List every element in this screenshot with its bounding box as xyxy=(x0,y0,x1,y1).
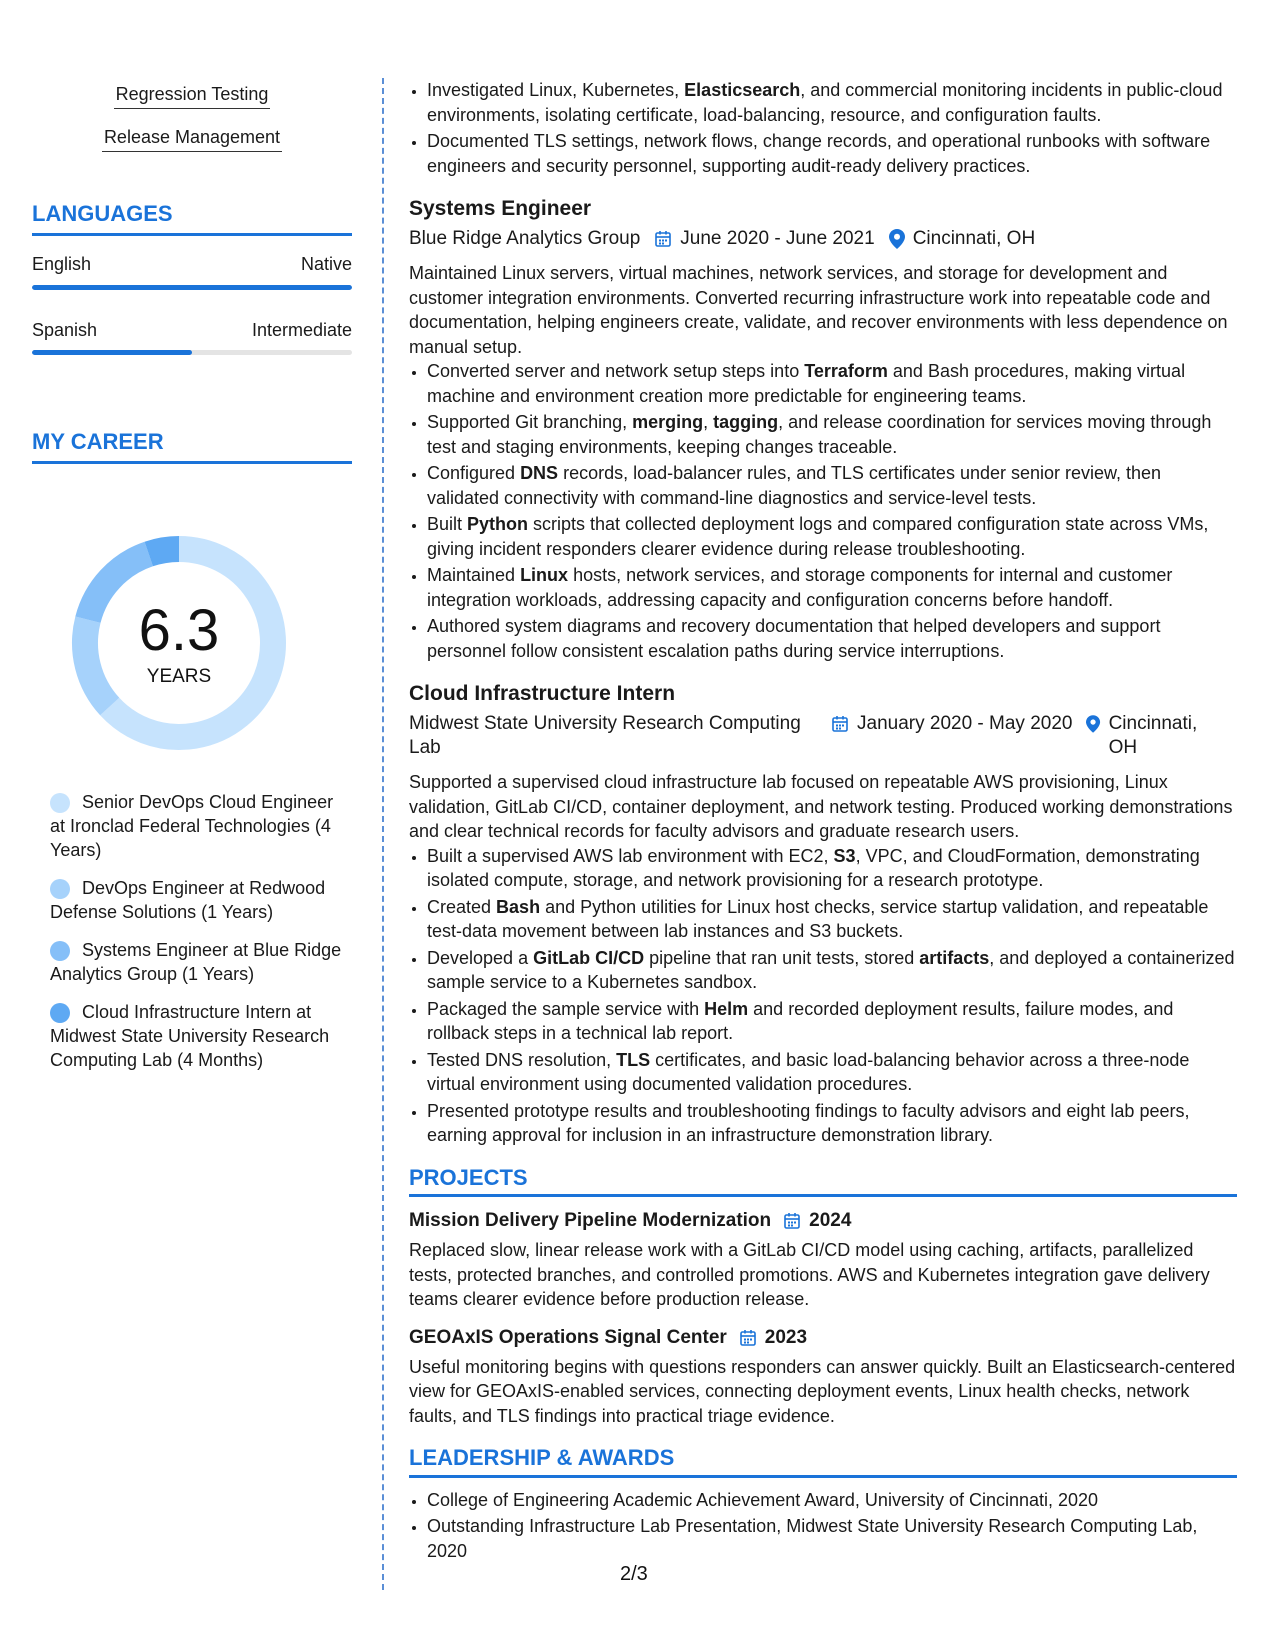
column-divider xyxy=(382,78,384,1590)
job-summary: Supported a supervised cloud infrastructure lab focused on repeatable AWS provisioning, Linux validation, GitLab CI/CD, container deployment, and network testing. Produced working demonstrations and clear technical records for faculty advisors and graduate research users. xyxy=(409,772,1233,841)
bullet-text: , VPC, and CloudFormation, demonstrating isolated compute, storage, and network provisioning for a research prototype. xyxy=(427,845,1200,890)
legend-dot-icon xyxy=(50,879,70,899)
job-title: Systems Engineer xyxy=(409,197,592,220)
language-name: Spanish xyxy=(32,320,98,340)
bullet-text: , xyxy=(703,412,714,432)
bullet-item xyxy=(427,410,1237,459)
bullet-text: and Python utilities for Linux host checks, service startup validation, and repeatable test-data movement between lab instances and S3 buckets. xyxy=(427,896,1209,941)
bullet-keyword: DNS xyxy=(520,463,559,483)
career-legend-item xyxy=(50,1000,350,1072)
award-item: • Outstanding Infrastructure Lab Presentation, Midwest State University Research Computing Lab, 2020 xyxy=(427,1514,1237,1563)
bullet-text: Packaged the sample service with xyxy=(427,998,705,1019)
bullet-item xyxy=(427,359,1237,408)
job-dates xyxy=(831,712,1072,736)
skill-label: Release Management xyxy=(102,127,282,152)
location-pin-icon xyxy=(1086,714,1100,734)
bullet-text: Built a supervised AWS lab environment with EC2, xyxy=(427,845,834,866)
bullet-text: records, load-balancer rules, and TLS certificates under senior review, then validated connectivity with command-line diagnostics and service-level tests. xyxy=(427,463,1162,508)
career-heading: MY CAREER xyxy=(32,429,352,464)
bullet-keyword: TLS xyxy=(616,1049,651,1070)
legend-dot-icon xyxy=(50,793,70,813)
project-title: Mission Delivery Pipeline Modernization xyxy=(409,1210,772,1231)
project-year-text: 2024 xyxy=(809,1210,852,1231)
calendar-icon xyxy=(654,230,672,248)
career-legend xyxy=(50,790,350,1086)
bullet-item xyxy=(427,895,1237,944)
bullet-text: Converted server and network setup steps into xyxy=(427,361,805,381)
skill-label: Regression Testing xyxy=(114,84,271,109)
skill-tag xyxy=(32,127,352,152)
location-pin-icon xyxy=(889,229,905,249)
skill-tag xyxy=(32,84,352,109)
awards-heading: LEADERSHIP & AWARDS xyxy=(409,1446,1237,1478)
legend-label: Systems Engineer at Blue Ridge Analytics Group (1 Years) xyxy=(50,940,342,984)
projects-heading: PROJECTS xyxy=(409,1166,1237,1198)
career-total-years: 6.3 xyxy=(138,598,220,663)
bullet-text: Developed a xyxy=(427,947,534,968)
legend-label: Cloud Infrastructure Intern at Midwest State University Research Computing Lab (4 Months) xyxy=(50,1002,330,1070)
company-name: Blue Ridge Analytics Group xyxy=(409,228,641,249)
job-location xyxy=(1086,712,1216,760)
bullet-keyword: Linux xyxy=(520,565,569,585)
bullet-keyword: Helm xyxy=(704,998,749,1019)
career-legend-item xyxy=(50,938,350,986)
job-summary: Maintained Linux servers, virtual machines, network services, and storage for development and customer integration environments. Converted recurring infrastructure work into repeatable code and documentation, helping engineers create, validate, and recover environments with less dependence on manual setup. xyxy=(409,263,1228,357)
project-title-row xyxy=(409,1326,1237,1350)
language-proficiency-fill xyxy=(32,350,192,355)
bullet-text: Configured xyxy=(427,463,521,483)
job-title: Cloud Infrastructure Intern xyxy=(409,682,676,705)
bullet-text: scripts that collected deployment logs and compared configuration state across VMs, giving incident responders clearer evidence during release troubleshooting. xyxy=(427,514,1209,559)
bullet-text: Presented prototype results and troubleshooting findings to faculty advisors and eight lab peers, earning approval for inclusion in an infrastructure demonstration library. xyxy=(427,1100,1190,1145)
bullet-item xyxy=(427,563,1237,612)
career-total-unit: YEARS xyxy=(146,666,212,687)
project-year-text: 2023 xyxy=(764,1326,808,1348)
career-donut-chart xyxy=(66,530,292,756)
bullet-keyword: artifacts xyxy=(919,947,990,968)
legend-dot-icon xyxy=(50,1003,70,1023)
bullet-text: pipeline that ran unit tests, stored xyxy=(644,947,920,968)
job-meta xyxy=(409,712,1237,760)
page-number: 2/3 xyxy=(620,1563,648,1585)
job-location-text: Cincinnati, OH xyxy=(912,228,1036,249)
project-year xyxy=(739,1326,807,1350)
bullet-text: , and deployed a containerized sample service to a Kubernetes sandbox. xyxy=(427,947,1235,992)
awards-list xyxy=(409,1488,1237,1564)
job-location-text: Cincinnati, OH xyxy=(1108,713,1198,758)
legend-dot-icon xyxy=(50,941,70,961)
bullet-text: and recorded deployment results, failure modes, and rollback steps in a technical lab report. xyxy=(427,998,1174,1043)
job-meta xyxy=(409,227,1237,251)
bullet-item xyxy=(427,512,1237,561)
main-content xyxy=(409,78,1237,1565)
bullet-keyword: merging xyxy=(632,412,704,432)
project-title: GEOAxIS Operations Signal Center xyxy=(409,1326,727,1348)
project-description: Replaced slow, linear release work with a GitLab CI/CD model using caching, artifacts, parallelized tests, protected branches, and controlled promotions. AWS and Kubernetes integration gave delivery teams clearer evidence before production release. xyxy=(409,1240,1210,1309)
language-proficiency-bar xyxy=(32,350,352,355)
bullet-keyword: S3 xyxy=(833,845,856,866)
language-proficiency-fill xyxy=(32,285,352,290)
bullet-keyword: Terraform xyxy=(804,361,888,381)
career-legend-item xyxy=(50,876,350,924)
job-dates-text: January 2020 - May 2020 xyxy=(857,713,1073,734)
bullet-text: Maintained xyxy=(427,565,521,585)
project-entry xyxy=(409,1209,1237,1312)
job-location xyxy=(889,227,1036,251)
bullet-text: , and release coordination for services moving through test and staging environments, keeping changes traceable. xyxy=(427,412,1212,457)
calendar-icon xyxy=(783,1212,801,1230)
bullet-text: Investigated Linux, Kubernetes, xyxy=(427,80,685,100)
bullet-keyword: tagging xyxy=(713,412,779,432)
career-donut-slice xyxy=(149,549,179,554)
bullet-text: Authored system diagrams and recovery documentation that helped developers and support personnel follow consistent escalation paths during service interruptions. xyxy=(427,616,1161,661)
bullet-keyword: Elasticsearch xyxy=(684,80,801,100)
project-title-row xyxy=(409,1209,1237,1233)
bullet-text: , and commercial monitoring incidents in public-cloud environments, isolating certificate, load-balancing, resource, and configuration faults. xyxy=(427,80,1223,125)
bullet-text: certificates, and basic load-balancing behavior across a three-node virtual environment using documented validation procedures. xyxy=(427,1049,1190,1094)
calendar-icon xyxy=(739,1329,757,1347)
bullet-item xyxy=(427,1048,1237,1097)
legend-label: Senior DevOps Cloud Engineer at Ironclad Federal Technologies (4 Years) xyxy=(50,792,334,860)
bullet-item xyxy=(427,78,1237,127)
bullet-text: Tested DNS resolution, xyxy=(427,1049,617,1070)
bullet-keyword: Bash xyxy=(496,896,541,917)
languages-heading: LANGUAGES xyxy=(32,201,352,236)
job-entry xyxy=(409,681,1237,1148)
language-name: English xyxy=(32,254,92,274)
bullet-item xyxy=(427,997,1237,1046)
bullet-item xyxy=(427,461,1237,510)
continued-bullets xyxy=(409,78,1237,178)
calendar-icon xyxy=(831,715,849,733)
project-description: Useful monitoring begins with questions responders can answer quickly. Built an Elasticsearch-centered view for GEOAxIS-enabled services, connecting deployment events, Linux health checks, network faults, and TLS findings into practical triage evidence. xyxy=(409,1356,1236,1426)
bullet-text: Documented TLS settings, network flows, change records, and operational runbooks with software engineers and security personnel, supporting audit-ready delivery practices. xyxy=(427,131,1211,176)
job-dates-text: June 2020 - June 2021 xyxy=(680,228,875,249)
bullet-item xyxy=(427,1099,1237,1148)
project-year xyxy=(783,1209,851,1233)
bullet-item xyxy=(427,614,1237,663)
bullet-text: Created xyxy=(427,896,497,917)
bullet-text: and Bash procedures, making virtual machine and environment creation more predictable for engineering teams. xyxy=(427,361,1186,406)
bullet-item xyxy=(427,129,1237,178)
award-item: • College of Engineering Academic Achievement Award, University of Cincinnati, 2020 xyxy=(427,1488,1237,1513)
bullet-text: Built xyxy=(427,514,468,534)
language-proficiency-bar xyxy=(32,285,352,290)
bullet-text: Supported Git branching, xyxy=(427,412,633,432)
bullet-keyword: GitLab CI/CD xyxy=(533,947,645,968)
legend-label: DevOps Engineer at Redwood Defense Solutions (1 Years) xyxy=(50,878,326,922)
career-legend-item xyxy=(50,790,350,862)
bullet-item xyxy=(427,946,1237,995)
project-entry xyxy=(409,1326,1237,1429)
job-dates xyxy=(654,227,874,251)
job-bullets xyxy=(409,359,1237,663)
language-level: Native xyxy=(300,254,352,274)
language-level: Intermediate xyxy=(251,320,352,340)
job-entry xyxy=(409,196,1237,663)
bullet-text: hosts, network services, and storage components for internal and customer integration workloads, addressing capacity and configuration concerns before handoff. xyxy=(427,565,1173,610)
bullet-item xyxy=(427,844,1237,893)
bullet-keyword: Python xyxy=(467,514,529,534)
job-bullets xyxy=(409,844,1237,1148)
company-name: Midwest State University Research Computing Lab xyxy=(409,713,801,758)
